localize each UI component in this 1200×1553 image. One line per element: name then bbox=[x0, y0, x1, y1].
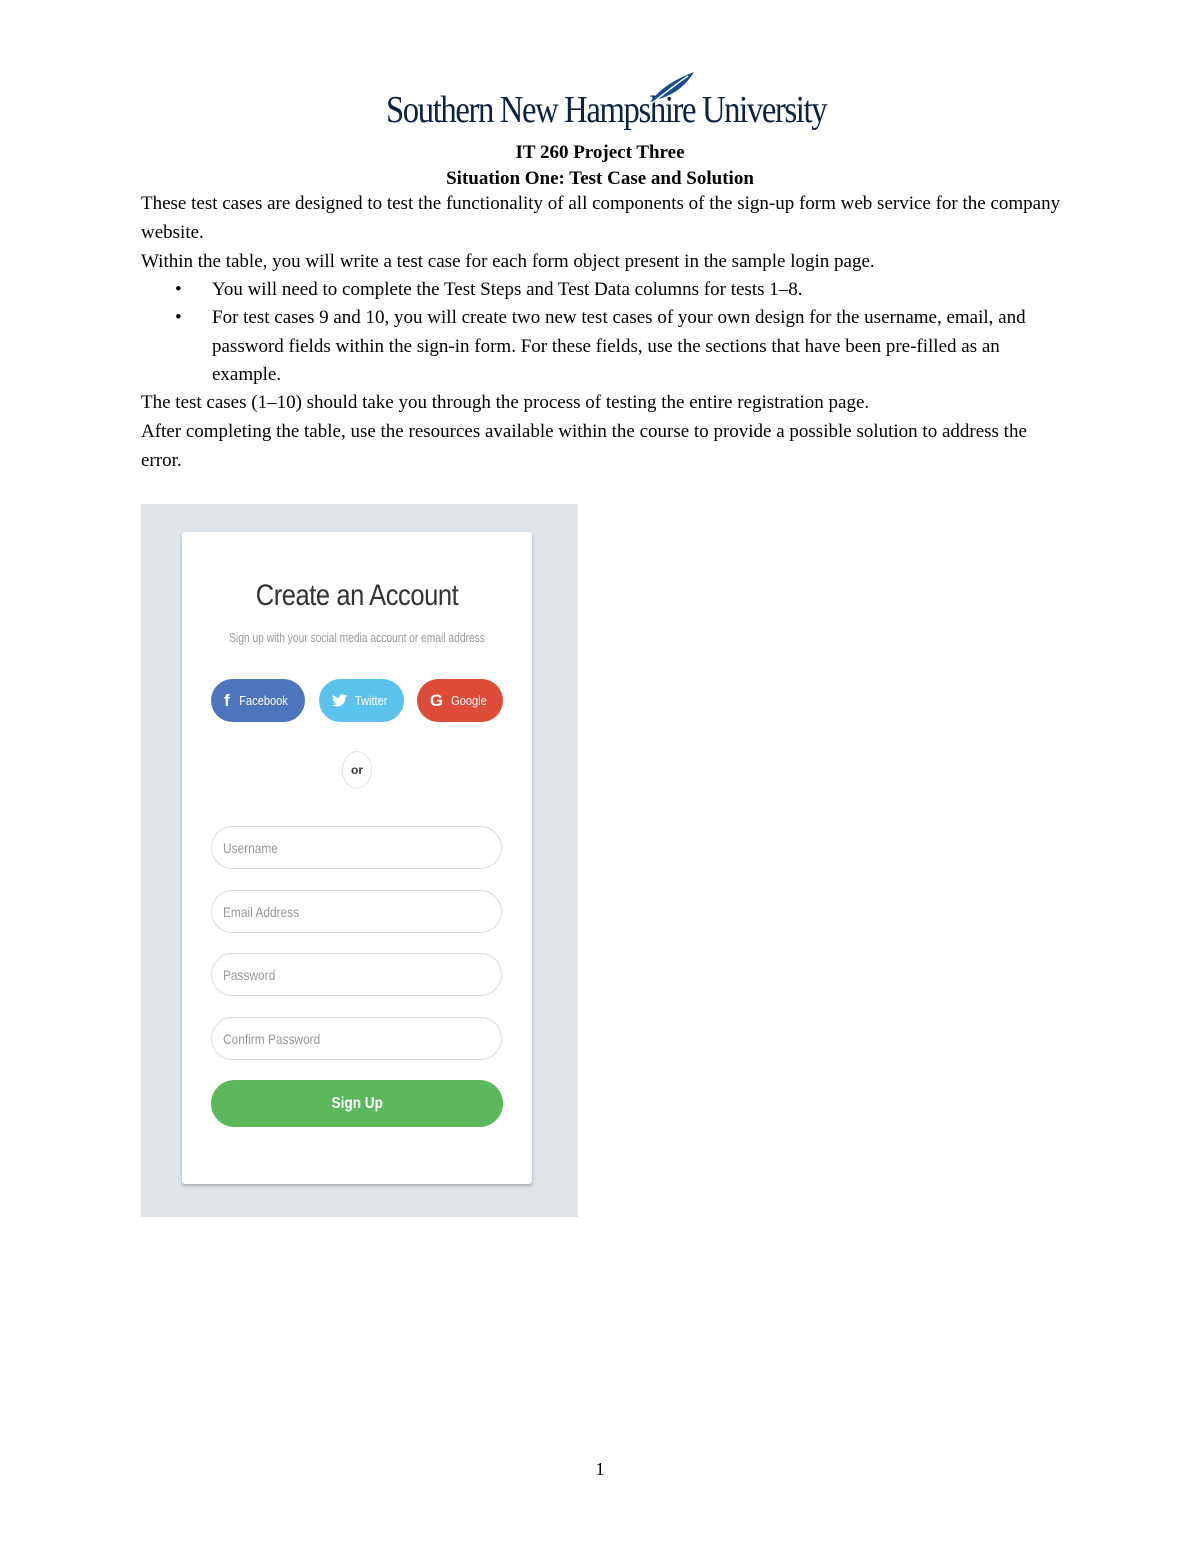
facebook-label: Facebook bbox=[239, 693, 288, 708]
facebook-icon: f bbox=[224, 690, 230, 710]
twitter-button[interactable] bbox=[319, 679, 404, 722]
confirm-password-input[interactable] bbox=[211, 1017, 502, 1060]
form-title: Create an Account bbox=[255, 579, 459, 612]
signup-card bbox=[182, 532, 532, 1184]
signup-screenshot bbox=[141, 504, 578, 1217]
instruction-bullets bbox=[141, 276, 1061, 390]
facebook-button[interactable] bbox=[211, 679, 305, 722]
list-item bbox=[141, 304, 1061, 389]
twitter-label: Twitter bbox=[355, 693, 388, 708]
solution-paragraph: After completing the table, use the resources available within the course to provide a possible solution to address the error. bbox=[141, 421, 1027, 471]
google-icon: G bbox=[429, 690, 444, 710]
email-placeholder: Email Address bbox=[223, 903, 300, 920]
closing-paragraph: The test cases (1–10) should take you through the process of testing the entire registration page. bbox=[141, 392, 870, 413]
twitter-icon bbox=[332, 694, 347, 707]
sign-up-label: Sign Up bbox=[331, 1094, 383, 1112]
or-divider: or bbox=[342, 751, 372, 789]
google-label: Google bbox=[451, 693, 487, 708]
username-input[interactable] bbox=[211, 826, 502, 869]
bullet-text: You will need to complete the Test Steps and Test Data columns for tests 1–8. bbox=[212, 279, 803, 300]
feather-icon bbox=[648, 70, 696, 104]
email-input[interactable] bbox=[211, 890, 502, 933]
university-logo bbox=[386, 70, 827, 136]
document-subtitle: Situation One: Test Case and Solution bbox=[446, 168, 754, 189]
password-input[interactable] bbox=[211, 953, 502, 996]
bullet-icon: • bbox=[175, 307, 182, 329]
form-subtitle: Sign up with your social media account or email address bbox=[229, 631, 485, 645]
sign-up-button[interactable] bbox=[211, 1080, 503, 1127]
bullet-text: For test cases 9 and 10, you will create two new test cases of your own design for the username, email, and password fields within the sign-in form. For these fields, use the sections that have been pre-filled as an example. bbox=[212, 307, 1026, 386]
confirm-password-placeholder: Confirm Password bbox=[223, 1030, 321, 1047]
page-number: 1 bbox=[595, 1459, 605, 1479]
password-placeholder: Password bbox=[223, 966, 276, 983]
instruction-paragraph: Within the table, you will write a test case for each form object present in the sample login page. bbox=[141, 251, 875, 272]
intro-paragraph: These test cases are designed to test the functionality of all components of the sign-up form web service for the company website. bbox=[141, 193, 1061, 243]
list-item bbox=[141, 276, 1061, 304]
bullet-icon: • bbox=[175, 279, 182, 300]
google-button[interactable] bbox=[417, 679, 503, 722]
document-title: IT 260 Project Three bbox=[515, 142, 685, 163]
username-placeholder: Username bbox=[223, 839, 278, 856]
logo-wordmark: Southern New Hampshire University bbox=[386, 89, 827, 131]
